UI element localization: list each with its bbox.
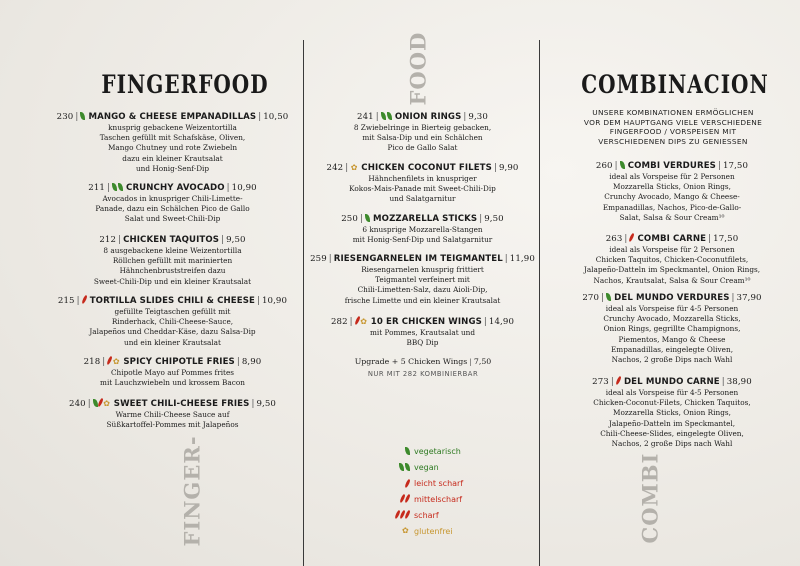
item-price: 17,50 <box>722 161 749 171</box>
vegan-leaves-icon <box>381 112 392 122</box>
legend-icon-slot <box>388 510 414 520</box>
item-description-line: Sweet-Chili-Dip und ein kleiner Krautsalat <box>93 276 252 286</box>
glutenfree-icon: ✿ <box>103 399 111 408</box>
item-description-line: Nachos, 2 große Dips nach Wahl <box>611 355 733 365</box>
item-description-line: Panade, dazu ein Schälchen Pico de Gallo <box>95 204 250 214</box>
item-description-line: Riesengarnelen knusprig frittiert <box>361 265 484 274</box>
item-description-line: Chicken Taquitos, Chicken-Coconutfilets, <box>595 255 749 265</box>
item-description-line: dazu ein kleiner Krautsalat <box>122 153 223 163</box>
item-description-line: Teigmantel verfeinert mit <box>375 275 470 285</box>
chili-mild-icon <box>404 478 411 487</box>
legend-label: scharf <box>414 510 439 520</box>
item-description-line: Chili-Limetten-Salz, dazu Aioli-Dip, <box>357 285 488 295</box>
item-price: 9,50 <box>484 214 504 224</box>
menu-item <box>552 376 792 449</box>
item-description-line: Mozzarella Sticks, Onion Rings, <box>613 182 731 192</box>
item-description-line: Salat und Sweet-Chili-Dip <box>124 214 221 224</box>
item-description-line: Jalapeño-Datteln im Speckmantel, <box>608 418 736 428</box>
item-name: RIESENGARNELEN IM TEIGMANTEL <box>333 254 503 264</box>
item-number: 263 <box>605 234 623 244</box>
item-name: CHICKEN TAQUITOS <box>123 235 220 245</box>
legend-icon-slot <box>388 494 414 504</box>
item-description-line: Jalapeño-Datteln im Speckmantel, Onion Rings, <box>583 265 761 275</box>
item-name: MANGO & CHEESE EMPANADILLAS <box>88 112 257 122</box>
item-name: COMBI VERDURES <box>627 161 716 171</box>
item-price: 10,90 <box>231 183 257 193</box>
vertical-label-finger: FINGER- <box>179 435 205 547</box>
item-price: 37,90 <box>736 293 762 303</box>
menu-item-title: 212 | CHICKEN TAQUITOS | 9,50 <box>99 235 246 245</box>
item-description-line: BBQ Dip <box>406 338 439 348</box>
item-number: 211 <box>88 183 105 193</box>
item-name: CRUNCHY AVOCADO <box>126 183 225 193</box>
menu-item <box>50 356 295 388</box>
item-name: DEL MUNDO CARNE <box>623 377 720 387</box>
menu-item <box>310 213 535 245</box>
item-number: 259 <box>310 254 327 264</box>
menu-item <box>552 292 792 365</box>
item-description-line: Piementos, Mango & Cheese <box>618 334 726 344</box>
legend-row <box>388 443 463 459</box>
item-number: 282 <box>330 317 348 327</box>
item-price: 9,50 <box>226 235 246 245</box>
item-number: 250 <box>341 214 358 224</box>
item-description-line: Nachos, Krautsalat, Salsa & Sour Cream¹⁰ <box>593 275 751 285</box>
item-description-line: Röllchen gefüllt mit marinierten <box>112 256 233 266</box>
vertical-label-combi: COMBI <box>637 452 663 544</box>
legend-label: mittelscharf <box>414 494 463 504</box>
item-name: 10 ER CHICKEN WINGS <box>370 317 482 327</box>
menu-item <box>310 162 535 205</box>
column-divider-left <box>303 40 304 566</box>
vegan-leaves-icon <box>399 463 410 472</box>
legend-row <box>388 491 463 507</box>
menu-item-title: 242 | ✿ CHICKEN COCONUT FILETS | 9,90 <box>326 163 519 173</box>
item-description-line: Chili-Cheese-Slides, eingelegte Oliven, <box>600 428 744 438</box>
item-name: ONION RINGS <box>394 112 462 122</box>
item-description-line: Empanadillas, eingelegte Oliven, <box>610 344 734 354</box>
glutenfree-icon: ✿ <box>350 163 358 172</box>
vegetarian-leaf-icon <box>80 112 85 120</box>
item-description-line: mit Lauchzwiebeln und krossem Bacon <box>100 378 245 388</box>
item-description-line: 6 knusprige Mozzarella-Stangen <box>362 225 483 234</box>
legend-label: glutenfrei <box>414 526 453 536</box>
item-description-line: Nachos, 2 große Dips nach Wahl <box>611 439 733 449</box>
legend-row <box>388 475 463 491</box>
item-number: 218 <box>83 357 101 367</box>
item-name: COMBI CARNE <box>637 234 707 244</box>
menu-item-title: 215 | TORTILLA SLIDES CHILI & CHEESE | 10,90 <box>57 296 288 306</box>
item-description-line: 8 ausgebackene kleine Weizentortilla <box>103 246 242 255</box>
menu-item-title: 282 | ✿ 10 ER CHICKEN WINGS | 14,90 <box>330 317 515 327</box>
glutenfree-icon: ✿ <box>112 357 120 366</box>
item-price: 10,90 <box>261 296 288 306</box>
item-description-line: Süßkartoffel-Pommes mit Jalapeños <box>106 420 239 430</box>
legend-icon-slot <box>388 463 414 472</box>
item-description-line: und ein kleiner Krautsalat <box>124 337 221 347</box>
vertical-label-food: FOOD <box>405 31 431 106</box>
menu-item-title: 260 | COMBI VERDURES | 17,50 <box>595 161 749 171</box>
item-description-line: Chipotle Mayo auf Pommes frites <box>110 368 235 377</box>
item-name: TORTILLA SLIDES CHILI & CHEESE <box>89 296 255 306</box>
item-description-line: Mozzarella Sticks, Onion Rings, <box>613 408 731 418</box>
chili-hot-icon <box>395 510 410 520</box>
combi-intro: UNSERE KOMBINATIONEN ERMÖGLICHEN VOR DEM HAUPTGANG VIELE VERSCHIEDENE FINGERFOOD / VORSPEISEN MIT VERSCHIEDENEN DIPS ZU GENIESSEN <box>583 108 763 146</box>
item-number: 242 <box>326 163 344 173</box>
item-number: 270 <box>582 293 600 303</box>
item-description-line: ideal als Vorspeise für 2 Personen <box>609 172 735 181</box>
vegetarian-leaf-icon <box>405 447 410 455</box>
item-description-line: Mango Chutney und rote Zwiebeln <box>107 143 238 153</box>
item-description-line: Taschen gefüllt mit Schafskäse, Oliven, <box>99 133 246 143</box>
menu-item-title: 230 | MANGO & CHEESE EMPANADILLAS | 10,50 <box>56 112 289 122</box>
item-description-line: Pico de Gallo Salat <box>387 143 458 153</box>
item-price: 9,90 <box>498 163 519 173</box>
menu-item-title: 241 | ONION RINGS | 9,30 <box>357 112 488 122</box>
item-description-line: ideal als Vorspeise für 2 Personen <box>609 245 735 254</box>
item-description-line: Crunchy Avocado, Mango & Cheese- <box>604 192 740 202</box>
menu-item-title: 273 | DEL MUNDO CARNE | 38,90 <box>592 377 752 387</box>
legend-label: vegetarisch <box>414 446 461 456</box>
item-price: 10,50 <box>263 112 289 122</box>
item-description-line: Rinderhack, Chili-Cheese-Sauce, <box>111 317 234 327</box>
menu-item-title: 211 | CRUNCHY AVOCADO | 10,90 <box>88 183 257 193</box>
item-price: 11,90 <box>509 254 535 264</box>
item-price: 38,90 <box>726 377 752 387</box>
item-description-line: mit Salsa-Dip und ein Schälchen <box>362 133 483 143</box>
legend-icon-slot <box>388 447 414 455</box>
item-name: CHICKEN COCONUT FILETS <box>361 163 492 173</box>
item-description-line: 8 Zwiebelringe in Bierteig gebacken, <box>353 123 492 132</box>
menu-item <box>50 234 295 287</box>
item-number: 241 <box>357 112 374 122</box>
item-description-line: ideal als Vorspeise für 4-5 Personen <box>605 304 739 313</box>
menu-item-title: 250 | MOZZARELLA STICKS | 9,50 <box>341 214 504 224</box>
menu-item-title: 263 | COMBI CARNE | 17,50 <box>605 234 739 244</box>
chili-mild-icon <box>615 376 622 385</box>
glutenfree-icon: ✿ <box>402 526 409 535</box>
item-description-line: Salat, Salsa & Sour Cream¹⁰ <box>619 212 725 222</box>
column-divider-right <box>539 40 540 566</box>
item-number: 240 <box>69 399 86 409</box>
menu-item-title: 259 | RIESENGARNELEN IM TEIGMANTEL | 11,90 <box>310 254 535 264</box>
item-description-line: Warme Chili-Cheese Sauce auf <box>115 410 230 419</box>
vegetarian-leaf-icon <box>365 214 370 222</box>
item-description-line: Empanadillas, Nachos, Pico-de-Gallo- <box>602 202 742 212</box>
chili-medium-icon <box>400 494 410 504</box>
icon-legend <box>388 443 463 539</box>
item-description-line: mit Pommes, Krautsalat und <box>369 328 476 337</box>
legend-row <box>388 523 463 539</box>
item-name: SPICY CHIPOTLE FRIES <box>123 357 235 367</box>
item-description-line: und Honig-Senf-Dip <box>135 163 210 173</box>
item-description-line: und Salatgarnitur <box>389 194 456 204</box>
item-description-line: Crunchy Avocado, Mozzarella Sticks, <box>603 314 741 324</box>
item-price: 9,30 <box>468 112 488 122</box>
menu-item-title: 270 | DEL MUNDO VERDURES | 37,90 <box>582 293 762 303</box>
upgrade-note: Upgrade + 5 Chicken Wings | 7,50 NUR MIT 282 KOMBINIERBAR <box>354 357 492 378</box>
menu-item <box>50 111 295 174</box>
legend-row <box>388 507 463 523</box>
item-description-line: Onion Rings, gegrillte Champignons, <box>603 324 741 334</box>
heading-fingerfood: FINGERFOOD <box>101 69 269 99</box>
item-description-line: Kokos-Mais-Panade mit Sweet-Chili-Dip <box>349 184 496 194</box>
item-price: 17,50 <box>713 234 739 244</box>
glutenfree-icon: ✿ <box>360 317 368 326</box>
menu-item-title: 240 | ✿ SWEET CHILI-CHEESE FRIES | 9,50 <box>69 399 276 409</box>
menu-item <box>310 253 535 306</box>
item-description-line: frische Limette und ein kleiner Krautsalat <box>344 295 501 305</box>
chili-mild-icon <box>81 295 88 304</box>
legend-icon-slot <box>388 479 414 488</box>
item-number: 273 <box>592 377 609 387</box>
item-description-line: gefüllte Teigtaschen gefüllt mit <box>114 307 231 316</box>
item-name: SWEET CHILI-CHEESE FRIES <box>113 399 250 409</box>
item-price: 9,50 <box>256 399 276 409</box>
item-price: 8,90 <box>241 357 262 367</box>
item-name: MOZZARELLA STICKS <box>373 214 478 224</box>
menu-item <box>50 295 295 348</box>
legend-row <box>388 459 463 475</box>
legend-label: vegan <box>414 462 439 472</box>
chili-mild-icon <box>629 233 636 242</box>
item-description-line: Hähnchenfilets in knuspriger <box>368 174 477 183</box>
menu-item <box>552 160 792 223</box>
vegetarian-leaf-icon <box>606 293 611 301</box>
item-description-line: knusprig gebackene Weizentortilla <box>108 123 237 132</box>
item-description-line: Hähnchenbruststreifen dazu <box>119 266 226 276</box>
item-description-line: Jalapeños und Cheddar-Käse, dazu Salsa-Dip <box>89 327 256 337</box>
item-description-line: Avocados in knuspriger Chili-Limette- <box>102 194 243 203</box>
item-number: 215 <box>57 296 75 306</box>
item-name: DEL MUNDO VERDURES <box>614 293 730 303</box>
menu-item-title: 218 | ✿ SPICY CHIPOTLE FRIES | 8,90 <box>83 357 262 367</box>
item-number: 212 <box>99 235 117 245</box>
vegetarian-leaf-icon <box>620 161 625 169</box>
menu-item <box>310 111 535 154</box>
heading-combinacion: COMBINACION <box>581 69 769 99</box>
legend-icon-slot <box>388 527 414 535</box>
item-description-line: Chicken-Coconut-Filets, Chicken Taquitos, <box>593 398 751 408</box>
item-number: 260 <box>595 161 613 171</box>
menu-item <box>552 233 792 286</box>
item-number: 230 <box>56 112 74 122</box>
menu-item <box>50 398 295 430</box>
vegan-leaves-icon <box>112 183 123 193</box>
item-description-line: ideal als Vorspeise für 4-5 Personen <box>605 388 739 397</box>
item-price: 14,90 <box>488 317 515 327</box>
menu-item <box>50 182 295 225</box>
item-description-line: mit Honig-Senf-Dip und Salatgarnitur <box>352 235 493 245</box>
menu-item <box>310 316 535 348</box>
legend-label: leicht scharf <box>414 478 464 488</box>
